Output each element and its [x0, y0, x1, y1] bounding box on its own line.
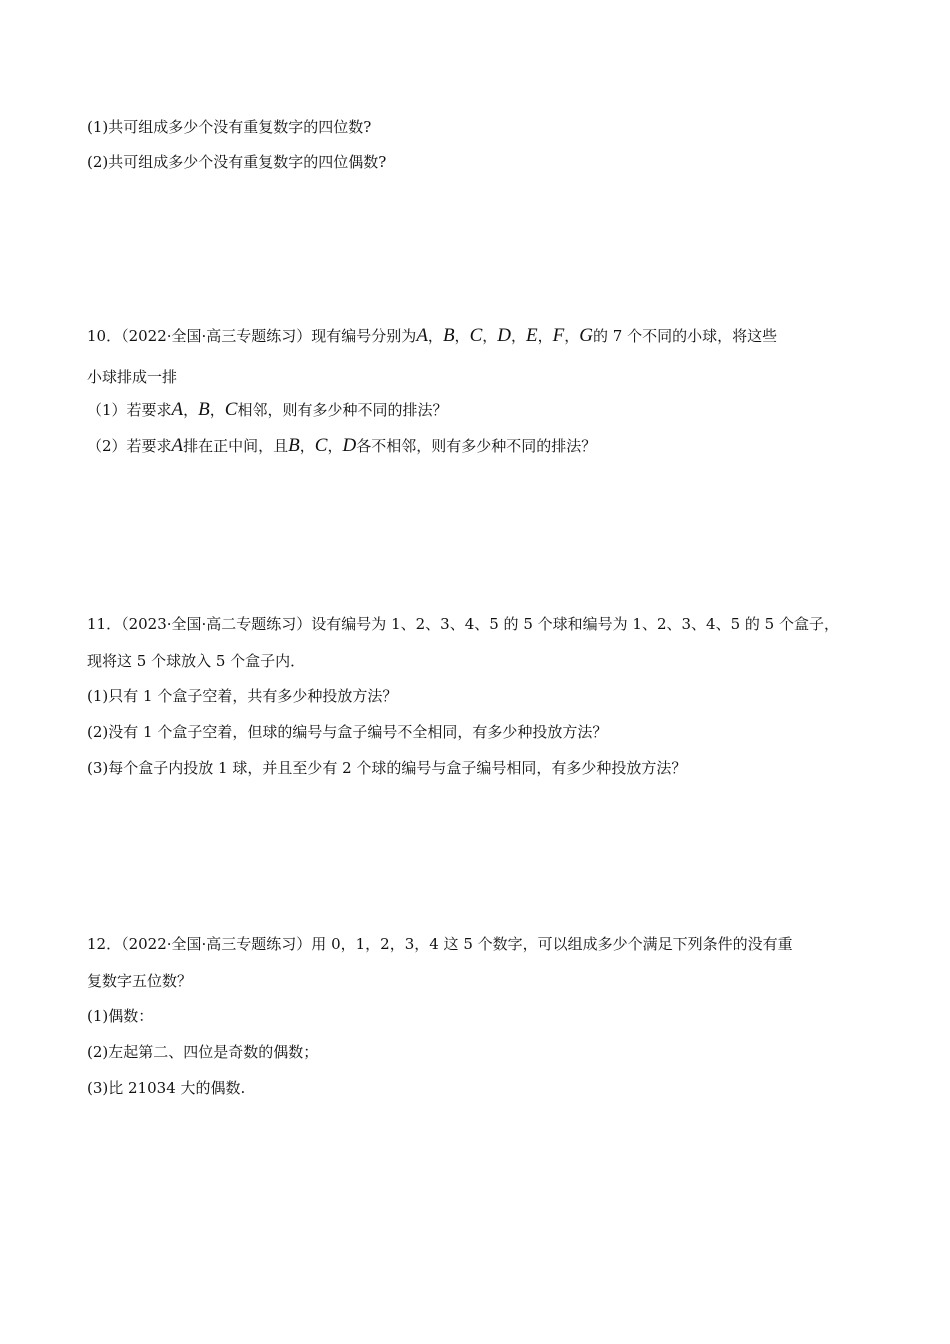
- q10-tail: 的 7 个不同的小球，将这些: [593, 327, 778, 345]
- q10-part2-lead: （2）若要求: [87, 437, 172, 455]
- q12-stem-line1: 12．（2022·全国·高三专题练习）用 0，1，2，3，4 这 5 个数字，可以组成多少个满足下列条件的没有重: [87, 935, 793, 953]
- var-d: D: [342, 435, 357, 456]
- sep: ，: [209, 401, 225, 419]
- var-b: B: [198, 399, 210, 420]
- q11-part2: (2)没有 1 个盒子空着，但球的编号与盒子编号不全相同，有多少种投放方法？: [87, 723, 608, 741]
- var-f: F: [552, 325, 565, 346]
- sep: ，: [482, 327, 498, 345]
- q10-part1: [87, 400, 448, 420]
- var-a: A: [416, 325, 428, 346]
- q10-stem-line1: [87, 326, 777, 346]
- q11-part1: (1)只有 1 个盒子空着，共有多少种投放方法？: [87, 687, 398, 705]
- var-d: D: [497, 325, 511, 346]
- q12-part1: (1)偶数：: [87, 1007, 154, 1025]
- q11-part3: (3)每个盒子内投放 1 球，并且至少有 2 个球的编号与盒子编号相同，有多少种投放方法？: [87, 759, 687, 777]
- sep: ，: [427, 327, 443, 345]
- q11-stem-line2: 现将这 5 个球放入 5 个盒子内．: [87, 652, 306, 670]
- q12-part3: (3)比 21034 大的偶数.: [87, 1079, 246, 1097]
- q9-part2: (2)共可组成多少个没有重复数字的四位偶数?: [87, 153, 387, 171]
- var-e: E: [526, 325, 538, 346]
- sep: ，: [511, 327, 527, 345]
- q11-stem-line1: 11．（2023·全国·高二专题练习）设有编号为 1、2、3、4、5 的 5 个球和编号为 1、2、3、4、5 的 5 个盒子，: [87, 615, 839, 633]
- sep: ，: [537, 327, 553, 345]
- var-c: C: [314, 435, 328, 456]
- q10-part2-mid: 排在正中间，且: [183, 437, 289, 455]
- q10-part1-tail: 相邻，则有多少种不同的排法？: [237, 401, 448, 419]
- q10-lead: 10．（2022·全国·高三专题练习）现有编号分别为: [87, 327, 417, 345]
- sep: ，: [327, 437, 343, 455]
- q12-part2: (2)左起第二、四位是奇数的偶数；: [87, 1043, 319, 1061]
- sep: ，: [454, 327, 470, 345]
- var-a: A: [171, 435, 184, 456]
- q10-part2-tail: 各不相邻，则有多少种不同的排法？: [356, 437, 597, 455]
- var-c: C: [224, 399, 238, 420]
- sep: ，: [299, 437, 315, 455]
- q12-stem-line2: 复数字五位数？: [87, 972, 193, 990]
- q10-part2: [87, 436, 596, 456]
- var-a: A: [171, 399, 184, 420]
- sep: ，: [183, 401, 199, 419]
- var-c: C: [469, 325, 483, 346]
- q9-part1: (1)共可组成多少个没有重复数字的四位数?: [87, 118, 372, 136]
- q10-part1-lead: （1）若要求: [87, 401, 172, 419]
- sep: ，: [564, 327, 580, 345]
- q10-stem-line2: 小球排成一排: [87, 368, 178, 386]
- var-g: G: [579, 325, 593, 346]
- var-b: B: [288, 435, 300, 456]
- var-b: B: [442, 325, 455, 346]
